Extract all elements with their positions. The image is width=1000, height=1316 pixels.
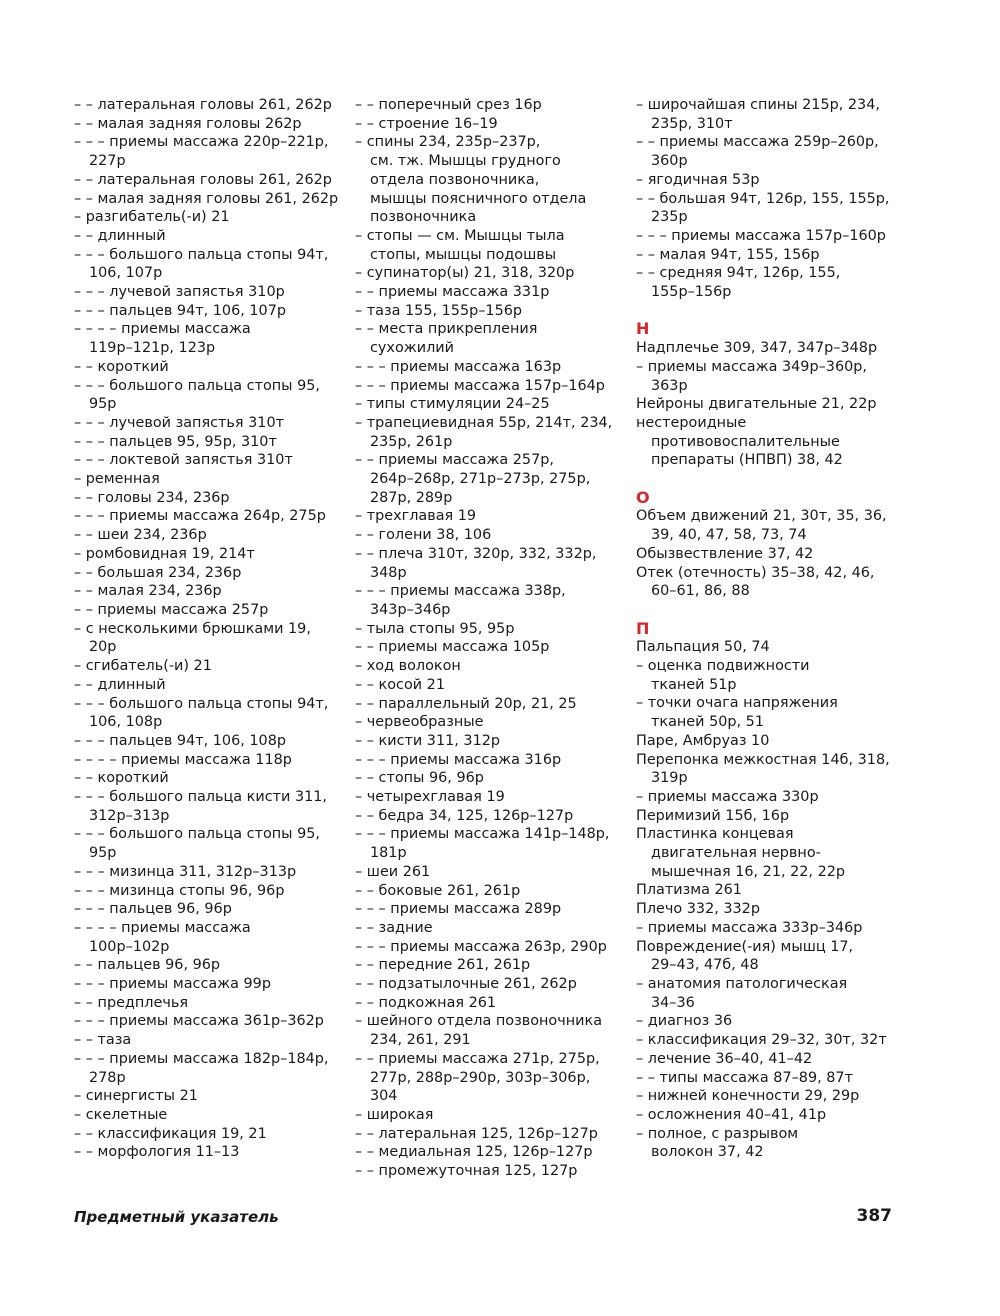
index-entry-continuation: препараты (НПВП) 38, 42 [651, 452, 843, 469]
index-entry: – – – – приемы массажа [74, 321, 251, 338]
index-entry: – стопы — см. Мышцы тыла [355, 227, 565, 244]
index-entry: – приемы массажа 330р [636, 788, 819, 805]
index-entry: – классификация 29–32, 30т, 32т [636, 1032, 887, 1049]
index-entry: – широкая [355, 1106, 434, 1123]
index-entry: – полное, с разрывом [636, 1125, 799, 1142]
index-entry-continuation: тканей 51р [651, 676, 737, 693]
index-entry: Перепонка межкостная 14б, 318, [636, 751, 890, 768]
index-entry: – – бедра 34, 125, 126р–127р [355, 807, 574, 824]
index-entry: – – приемы массажа 257р, [355, 452, 554, 469]
index-entry-continuation: см. тж. Мышцы грудного [370, 153, 561, 170]
index-entry: – – – большого пальца стопы 94т, [74, 246, 329, 263]
index-entry-continuation: мышечная 16, 21, 22, 22р [651, 863, 846, 880]
index-entry: – – медиальная 125, 126р–127р [355, 1144, 593, 1161]
index-entry: – – – локтевой запястья 310т [74, 452, 293, 469]
index-entry: Пальпация 50, 74 [636, 639, 770, 656]
index-entry: – – – приемы массажа 99р [74, 976, 271, 993]
index-entry: нестероидные [636, 414, 747, 431]
index-entry: – – места прикрепления [355, 321, 538, 338]
index-entry: – – латеральная головы 261, 262р [74, 97, 332, 113]
index-entry-continuation: 235р [651, 209, 688, 226]
index-entry: – – – – приемы массажа 118р [74, 751, 292, 768]
index-entry: – – боковые 261, 261р [355, 882, 521, 899]
index-entry: Плечо 332, 332р [636, 901, 760, 918]
index-entry: – – шеи 234, 236р [74, 527, 207, 544]
index-entry: – таза 155, 155р–156р [355, 302, 523, 319]
index-entry-continuation: 287р, 289р [370, 489, 453, 506]
index-entry-continuation: сухожилий [370, 340, 454, 357]
index-entry: – – – приемы массажа 338р, [355, 583, 566, 600]
index-entry: – оценка подвижности [636, 658, 810, 675]
index-entry: – – большая 234, 236р [74, 564, 242, 581]
index-entry: – – приемы массажа 259р–260р, [636, 134, 879, 151]
index-entry: – шеи 261 [355, 863, 431, 880]
index-entry: – – голени 38, 106 [355, 527, 492, 544]
index-entry: – – – приемы массажа 289р [355, 901, 562, 918]
index-entry: – – передние 261, 261р [355, 957, 531, 974]
index-entry: – ход волокон [355, 658, 461, 675]
index-entry: – приемы массажа 333р–346р [636, 919, 863, 936]
index-entry: – – малая 94т, 155, 156р [636, 246, 820, 263]
index-entry-continuation: тканей 50р, 51 [651, 714, 764, 731]
index-entry: – шейного отдела позвоночника [355, 1013, 603, 1030]
index-entry-continuation: 304 [370, 1088, 398, 1105]
index-entry: – червеобразные [355, 714, 484, 731]
index-entry: – – плеча 310т, 320р, 332, 332р, [355, 545, 597, 562]
index-entry: Надплечье 309, 347, 347р–348р [636, 340, 878, 357]
index-entry: – – типы массажа 87–89, 87т [636, 1069, 853, 1086]
index-entry-continuation: 34–36 [651, 994, 695, 1011]
index-entry: – четырехглавая 19 [355, 789, 505, 806]
index-entry: – – – приемы массажа 141р–148р, [355, 826, 610, 843]
index-entry: – – – приемы массажа 182р–184р, [74, 1050, 329, 1067]
index-entry: – – – мизинца 311, 312р–313р [74, 863, 297, 880]
index-entry: – – – приемы массажа 157р–160р [636, 227, 886, 244]
index-entry: – – длинный [74, 676, 166, 693]
index-entry: Объем движений 21, 30т, 35, 36, [636, 508, 887, 525]
index-entry: – – строение 16–19 [355, 115, 498, 132]
index-entry: Перимизий 15б, 16р [636, 807, 790, 824]
index-entry: – спины 234, 235р–237р, [355, 134, 541, 151]
index-entry: – – – приемы массажа 263р, 290р [355, 938, 607, 955]
index-entry: Повреждение(-ия) мышц 17, [636, 938, 854, 955]
index-entry: – – – пальцев 94т, 106, 107р [74, 302, 286, 319]
index-entry: – – – лучевой запястья 310р [74, 284, 285, 301]
index-entry: – – кисти 311, 312р [355, 732, 501, 749]
index-entry: – – латеральная головы 261, 262р [74, 171, 332, 188]
index-entry: – типы стимуляции 24–25 [355, 396, 550, 413]
index-entry-continuation: 181р [370, 845, 407, 862]
index-entry: – трапециевидная 55р, 214т, 234, [355, 414, 613, 431]
index-entry: – – – приемы массажа 264р, 275р [74, 508, 326, 525]
index-entry: – – предплечья [74, 994, 188, 1011]
index-entry: – – пальцев 96, 96р [74, 957, 221, 974]
index-entry: – – короткий [74, 358, 169, 375]
index-entry: – осложнения 40–41, 41р [636, 1106, 827, 1123]
index-entry: – – параллельный 20р, 21, 25 [355, 695, 577, 712]
index-entry-continuation: 106, 108р [89, 714, 163, 731]
index-entry: – ременная [74, 471, 160, 488]
index-entry: – – – лучевой запястья 310т [74, 414, 284, 431]
index-entry: – – малая задняя головы 262р [74, 115, 302, 132]
index-entry: Пластинка концевая [636, 826, 794, 843]
index-entry-continuation: мышцы поясничного отдела [370, 190, 587, 207]
index-entry-continuation: 360р [651, 153, 688, 170]
index-entry-continuation: стопы, мышцы подошвы [370, 246, 557, 263]
section-gap [636, 470, 936, 489]
index-entry: Платизма 261 [636, 882, 742, 899]
index-entry-continuation: 95р [89, 396, 117, 413]
index-entry: – – – приемы массажа 361р–362р [74, 1013, 324, 1030]
index-entry: – – головы 234, 236р [74, 489, 230, 506]
index-entry: – – поперечный срез 16р [355, 97, 542, 113]
index-entry: Нейроны двигательные 21, 22р [636, 396, 877, 413]
index-entry: – – промежуточная 125, 127р [355, 1163, 578, 1180]
index-entry: – – – приемы массажа 163р [355, 358, 562, 375]
index-entry-continuation: 343р–346р [370, 601, 451, 618]
index-entry-continuation: 60–61, 86, 88 [651, 583, 750, 600]
index-entry: – тыла стопы 95, 95р [355, 620, 515, 637]
index-entry: – точки очага напряжения [636, 695, 838, 712]
index-entry: – – косой 21 [355, 676, 445, 693]
index-entry: – ягодичная 53р [636, 171, 760, 188]
index-entry-continuation: 235р, 261р [370, 433, 453, 450]
index-entry: – – – приемы массажа 220р–221р, [74, 134, 329, 151]
index-entry: – – малая задняя головы 261, 262р [74, 190, 339, 207]
index-column-2 [355, 96, 645, 1181]
index-entry: – лечение 36–40, 41–42 [636, 1050, 813, 1067]
index-entry: – с несколькими брюшками 19, [74, 620, 311, 637]
index-entry: Обызвествление 37, 42 [636, 545, 814, 562]
index-entry-continuation: 29–43, 47б, 48 [651, 957, 759, 974]
index-entry: – – таза [74, 1032, 132, 1049]
index-entry: – синергисты 21 [74, 1088, 198, 1105]
index-entry-continuation: 312р–313р [89, 807, 170, 824]
index-entry-continuation: 277р, 288р–290р, 303р–306р, [370, 1069, 591, 1086]
index-entry: – – длинный [74, 227, 166, 244]
index-entry: – – – большого пальца стопы 95, [74, 377, 321, 394]
index-entry: – – классификация 19, 21 [74, 1125, 267, 1142]
index-entry: – – – приемы массажа 316р [355, 751, 562, 768]
index-entry: – трехглавая 19 [355, 508, 477, 525]
index-entry: Отек (отечность) 35–38, 42, 46, [636, 564, 875, 581]
index-entry: – – подкожная 261 [355, 994, 497, 1011]
index-entry: – ромбовидная 19, 214т [74, 545, 255, 562]
index-entry: – – средняя 94т, 126р, 155, [636, 265, 841, 282]
index-entry: – диагноз 36 [636, 1013, 733, 1030]
index-entry: – – короткий [74, 770, 169, 787]
index-entry: – – – большого пальца стопы 94т, [74, 695, 329, 712]
index-entry: – анатомия патологическая [636, 976, 848, 992]
index-entry: – – малая 234, 236р [74, 583, 222, 600]
index-entry-continuation: 348р [370, 564, 407, 581]
index-entry-continuation: 119р–121р, 123р [89, 340, 216, 357]
index-entry: – – задние [355, 919, 433, 936]
index-entry-continuation: 227р [89, 153, 126, 170]
letter-heading: Н [636, 319, 650, 339]
index-entry-continuation: позвоночника [370, 209, 477, 226]
index-entry: – – латеральная 125, 126р–127р [355, 1125, 598, 1142]
index-entry-continuation: 234, 261, 291 [370, 1032, 471, 1049]
index-entry: Паре, Амбруаз 10 [636, 732, 770, 749]
index-entry: – – морфология 11–13 [74, 1144, 240, 1161]
index-entry-continuation: 264р–268р, 271р–273р, 275р, [370, 471, 591, 488]
index-entry-continuation: 363р [651, 377, 688, 394]
index-entry: – – приемы массажа 271р, 275р, [355, 1050, 600, 1067]
index-entry-continuation: 39, 40, 47, 58, 73, 74 [651, 527, 807, 544]
index-entry: – приемы массажа 349р–360р, [636, 358, 867, 375]
index-entry-continuation: 319р [651, 770, 688, 787]
index-entry-continuation: 155р–156р [651, 284, 732, 301]
index-entry: – – – пальцев 94т, 106, 108р [74, 732, 286, 749]
index-entry-continuation: 20р [89, 639, 117, 656]
index-entry: – – – – приемы массажа [74, 919, 251, 936]
index-entry-continuation: 278р [89, 1069, 126, 1086]
index-entry: – широчайшая спины 215р, 234, [636, 97, 880, 113]
index-entry-continuation: двигательная нервно- [651, 845, 821, 862]
index-entry: – – – пальцев 95, 95р, 310т [74, 433, 277, 450]
index-entry: – – стопы 96, 96р [355, 770, 484, 787]
footer-title: Предметный указатель [74, 1208, 279, 1226]
index-entry: – – – большого пальца кисти 311, [74, 789, 327, 806]
index-column-1 [74, 96, 364, 1162]
section-gap [636, 601, 936, 620]
index-entry-continuation: волокон 37, 42 [651, 1144, 764, 1161]
index-entry: – – подзатылочные 261, 262р [355, 976, 577, 993]
index-entry: – разгибатель(-и) 21 [74, 209, 230, 226]
index-entry: – скелетные [74, 1106, 168, 1123]
letter-heading: П [636, 618, 650, 638]
index-entry: – супинатор(ы) 21, 318, 320р [355, 265, 575, 282]
index-entry: – – – приемы массажа 157р–164р [355, 377, 605, 394]
index-entry: – нижней конечности 29, 29р [636, 1088, 860, 1105]
index-entry-continuation: 95р [89, 845, 117, 862]
index-column-3 [636, 96, 936, 1162]
page-number: 387 [856, 1206, 892, 1226]
letter-heading: О [636, 487, 650, 507]
index-entry: – – приемы массажа 331р [355, 284, 550, 301]
index-entry-continuation: противовоспалительные [651, 433, 840, 450]
index-entry: – – большая 94т, 126р, 155, 155р, [636, 190, 890, 207]
index-entry: – – – мизинца стопы 96, 96р [74, 882, 285, 899]
index-entry: – – – пальцев 96, 96р [74, 901, 232, 918]
index-entry: – – приемы массажа 105р [355, 639, 550, 656]
index-entry-continuation: 235р, 310т [651, 115, 733, 132]
index-entry-continuation: 106, 107р [89, 265, 163, 282]
index-entry: – – – большого пальца стопы 95, [74, 826, 321, 843]
index-entry-continuation: 100р–102р [89, 938, 170, 955]
index-entry: – – приемы массажа 257р [74, 601, 269, 618]
index-entry-continuation: отдела позвоночника, [370, 171, 540, 188]
index-entry: – сгибатель(-и) 21 [74, 658, 212, 675]
section-gap [636, 302, 936, 321]
